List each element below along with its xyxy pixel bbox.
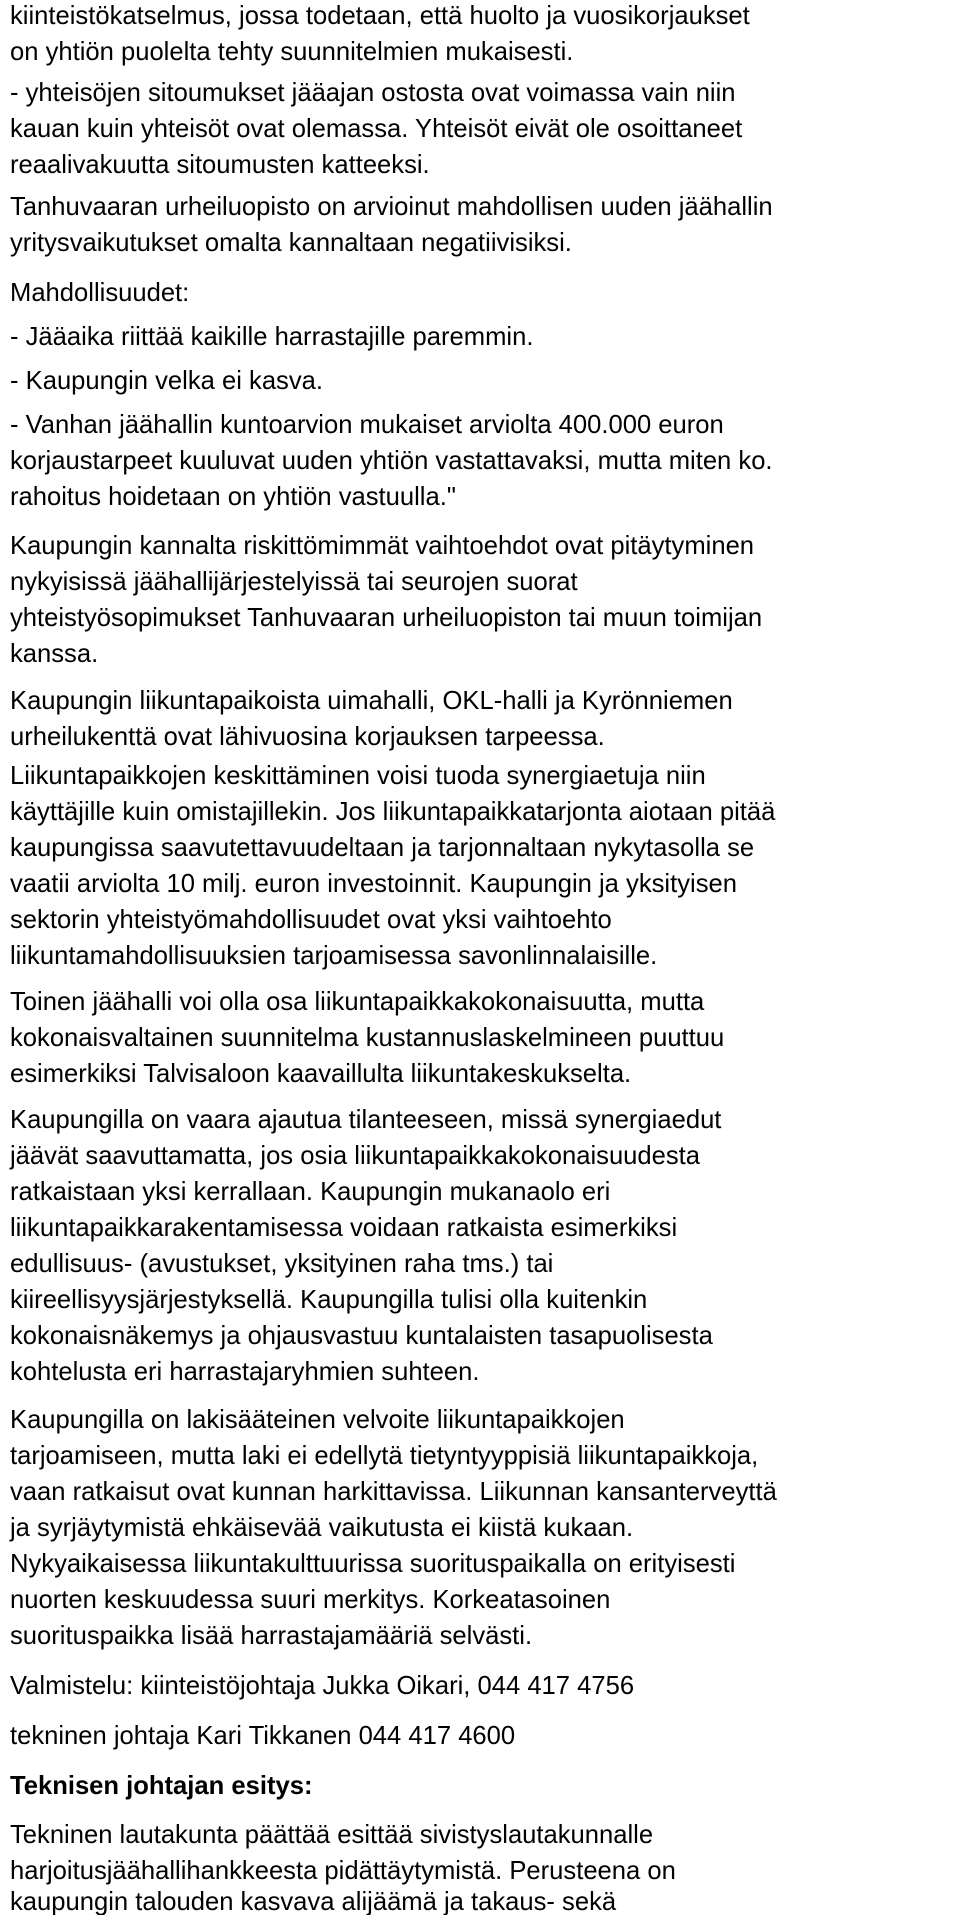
text-line: edullisuus- (avustukset, yksityinen raha tms.) tai: [10, 1250, 554, 1278]
text-line: ratkaistaan yksi kerrallaan. Kaupungin mukanaolo eri: [10, 1178, 611, 1206]
text-line: - yhteisöjen sitoumukset jääajan ostosta ovat voimassa vain niin: [10, 79, 736, 107]
text-line: Kaupungin liikuntapaikoista uimahalli, OKL-halli ja Kyrönniemen: [10, 687, 733, 715]
text-line: kohtelusta eri harrastajaryhmien suhteen.: [10, 1358, 480, 1386]
text-line: kiireellisyysjärjestyksellä. Kaupungilla tulisi olla kuitenkin: [10, 1286, 648, 1314]
text-line: suorituspaikka lisää harrastajamääriä selvästi.: [10, 1622, 533, 1650]
text-line: kiinteistökatselmus, jossa todetaan, että huolto ja vuosikorjaukset: [10, 2, 750, 30]
text-line: Kaupungilla on vaara ajautua tilanteeseen, missä synergiaedut: [10, 1106, 722, 1134]
valmistelu-line: Valmistelu: kiinteistöjohtaja Jukka Oikari, 044 417 4756: [10, 1672, 635, 1700]
text-line: vaatii arviolta 10 milj. euron investoinnit. Kaupungin ja yksityisen: [10, 870, 737, 898]
text-line: jäävät saavuttamatta, jos osia liikuntapaikkakokonaisuudesta: [10, 1142, 701, 1170]
text-line: Toinen jäähalli voi olla osa liikuntapaikkakokonaisuutta, mutta: [10, 988, 705, 1016]
text-line: urheilukenttä ovat lähivuosina korjauksen tarpeessa.: [10, 723, 605, 751]
text-line: reaalivakuutta sitoumusten katteeksi.: [10, 151, 430, 179]
text-line: kokonaisnäkemys ja ohjausvastuu kuntalaisten tasapuolisesta: [10, 1322, 713, 1350]
text-line: liikuntamahdollisuuksien tarjoamisessa savonlinnalaisille.: [10, 942, 658, 970]
text-line: Liikuntapaikkojen keskittäminen voisi tuoda synergiaetuja niin: [10, 762, 706, 790]
text-line: Kaupungin kannalta riskittömimmät vaihtoehdot ovat pitäytyminen: [10, 532, 755, 560]
section-heading: Teknisen johtajan esitys:: [10, 1772, 313, 1800]
text-line: ja syrjäytymistä ehkäisevää vaikutusta ei kiistä kukaan.: [10, 1514, 634, 1542]
text-line: kaupungissa saavutettavuudeltaan ja tarjonnaltaan nykytasolla se: [10, 834, 755, 862]
text-line: liikuntapaikkarakentamisessa voidaan ratkaista esimerkiksi: [10, 1214, 678, 1242]
text-line: kanssa.: [10, 640, 99, 668]
text-line: yritysvaikutukset omalta kannaltaan negatiivisiksi.: [10, 229, 572, 257]
text-line: - Jääaika riittää kaikille harrastajille paremmin.: [10, 323, 534, 351]
text-line: nykyisissä jäähallijärjestelyissä tai seurojen suorat: [10, 568, 578, 596]
text-line: sektorin yhteistyömahdollisuudet ovat yksi vaihtoehto: [10, 906, 612, 934]
text-line: Mahdollisuudet:: [10, 279, 190, 307]
text-line: kaupungin talouden kasvava alijäämä ja takaus- sekä: [10, 1888, 617, 1915]
text-line: Tanhuvaaran urheiluopisto on arvioinut mahdollisen uuden jäähallin: [10, 193, 773, 221]
text-line: korjaustarpeet kuuluvat uuden yhtiön vastattavaksi, mutta miten ko.: [10, 447, 773, 475]
text-line: on yhtiön puolelta tehty suunnitelmien mukaisesti.: [10, 38, 574, 66]
text-line: tarjoamiseen, mutta laki ei edellytä tietyntyyppisiä liikuntapaikkoja,: [10, 1442, 759, 1470]
text-line: - Kaupungin velka ei kasva.: [10, 367, 323, 395]
text-line: - Vanhan jäähallin kuntoarvion mukaiset arviolta 400.000 euron: [10, 411, 724, 439]
text-line: harjoitusjäähallihankkeesta pidättäytymistä. Perusteena on: [10, 1857, 676, 1885]
text-line: vaan ratkaisut ovat kunnan harkittavissa. Liikunnan kansanterveyttä: [10, 1478, 777, 1506]
text-line: Nykyaikaisessa liikuntakulttuurissa suorituspaikalla on erityisesti: [10, 1550, 736, 1578]
text-line: Kaupungilla on lakisääteinen velvoite liikuntapaikkojen: [10, 1406, 625, 1434]
text-line: Tekninen lautakunta päättää esittää sivistyslautakunnalle: [10, 1821, 654, 1849]
text-line: nuorten keskuudessa suuri merkitys. Korkeatasoinen: [10, 1586, 611, 1614]
text-line: kauan kuin yhteisöt ovat olemassa. Yhteisöt eivät ole osoittaneet: [10, 115, 743, 143]
text-line: esimerkiksi Talvisaloon kaavaillulta liikuntakeskukselta.: [10, 1060, 632, 1088]
text-line: tekninen johtaja Kari Tikkanen 044 417 4600: [10, 1722, 516, 1750]
text-line: yhteistyösopimukset Tanhuvaaran urheiluopiston tai muun toimijan: [10, 604, 763, 632]
text-line: rahoitus hoidetaan on yhtiön vastuulla.": [10, 483, 456, 511]
text-line: kokonaisvaltainen suunnitelma kustannuslaskelmineen puuttuu: [10, 1024, 725, 1052]
text-line: käyttäjille kuin omistajillekin. Jos liikuntapaikkatarjonta aiotaan pitää: [10, 798, 776, 826]
